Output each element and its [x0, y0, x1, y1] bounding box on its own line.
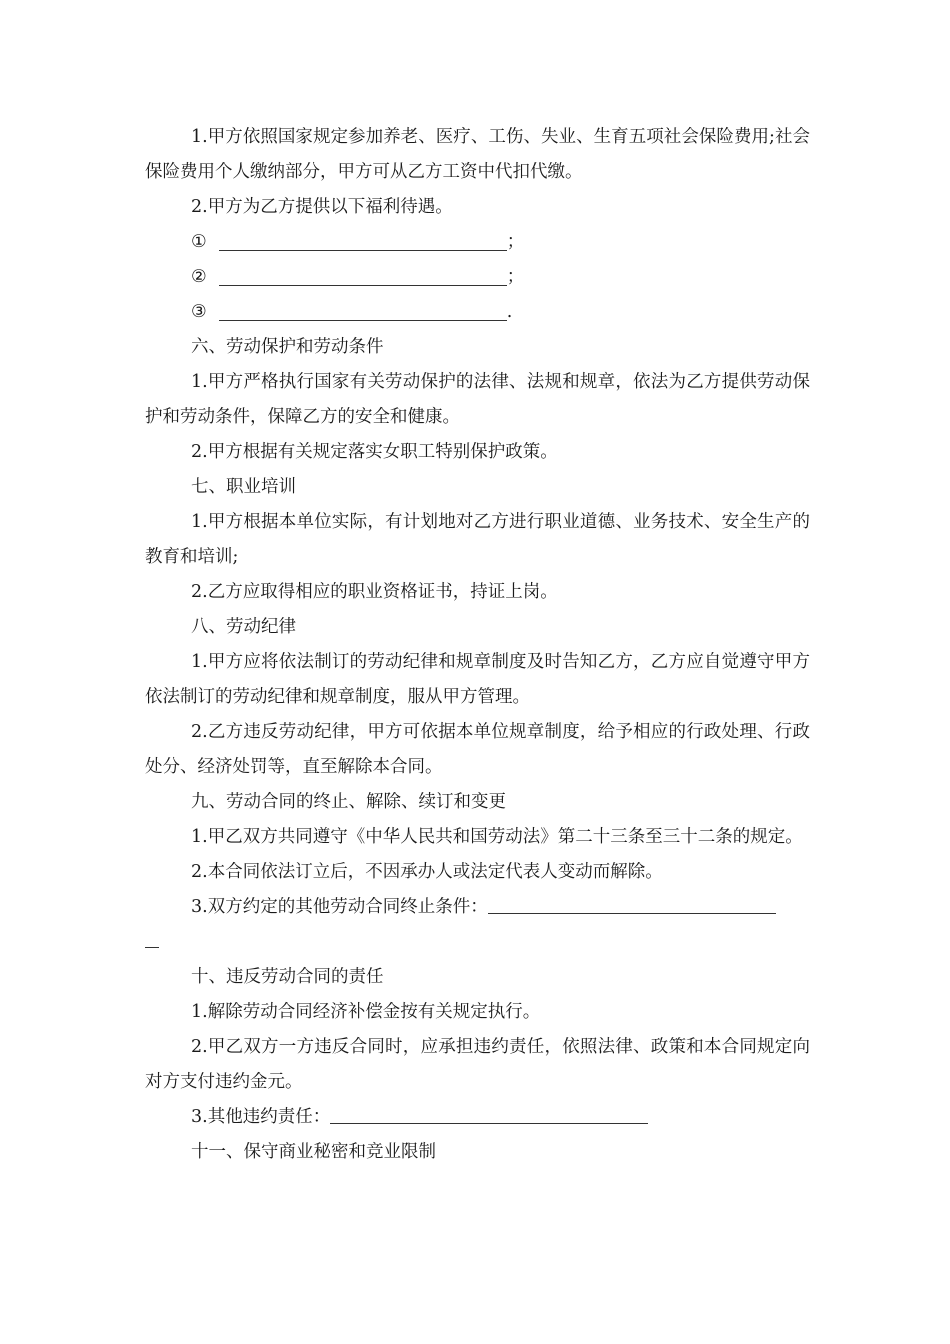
benefit-blank-3 [145, 295, 810, 330]
benefit-end-3: . [506, 302, 513, 322]
s7-item2: 2.乙方应取得相应的职业资格证书，持证上岗。 [191, 582, 558, 602]
benefit-blank-1 [145, 225, 810, 260]
s5-item1: 1.甲方依照国家规定参加养老、医疗、工伤、失业、生育五项社会保险费用;社会保险费用个人缴纳部分，甲方可从乙方工资中代扣代缴。 [145, 127, 810, 182]
s10-heading: 十、违反劳动合同的责任 [191, 967, 384, 987]
s8-item2: 2.乙方违反劳动纪律，甲方可依据本单位规章制度，给予相应的行政处理、行政处分、经济处罚等，直至解除本合同。 [145, 722, 810, 777]
s5-item2: 2.甲方为乙方提供以下福利待遇。 [191, 197, 453, 217]
s7-heading: 七、职业培训 [191, 477, 296, 497]
s9-item3-text: 3.双方约定的其他劳动合同终止条件： [191, 897, 488, 917]
s11-heading: 十一、保守商业秘密和竞业限制 [191, 1142, 436, 1162]
benefit-marker-2: ② [191, 267, 207, 287]
benefit-end-2: ； [506, 267, 525, 287]
s8-heading: 八、劳动纪律 [191, 617, 296, 637]
s9-item3 [145, 890, 810, 925]
s8-item1: 1.甲方应将依法制订的劳动纪律和规章制度及时告知乙方，乙方应自觉遵守甲方依法制订的劳动纪律和规章制度，服从甲方管理。 [145, 652, 810, 707]
s7-item1: 1.甲方根据本单位实际，有计划地对乙方进行职业道德、业务技术、安全生产的教育和培训; [145, 512, 810, 567]
other-liability-fill-line [330, 1122, 648, 1124]
s10-item1: 1.解除劳动合同经济补偿金按有关规定执行。 [191, 1002, 541, 1022]
benefit-end-1: ； [506, 232, 525, 252]
benefit-marker-3: ③ [191, 302, 207, 322]
benefit-fill-line-3 [219, 320, 507, 321]
benefit-fill-line-2 [219, 285, 507, 286]
s10-item2: 2.甲乙双方一方违反合同时，应承担违约责任，依照法律、政策和本合同规定向对方支付违约金元。 [145, 1037, 810, 1092]
contract-page [145, 120, 810, 1170]
benefit-fill-line-1 [219, 250, 507, 251]
s10-item3 [145, 1100, 810, 1135]
s9-item1: 1.甲乙双方共同遵守《中华人民共和国劳动法》第二十三条至三十二条的规定。 [191, 827, 803, 847]
s6-item2: 2.甲方根据有关规定落实女职工特别保护政策。 [191, 442, 558, 462]
benefit-marker-1: ① [191, 232, 207, 252]
s9-heading: 九、劳动合同的终止、解除、续订和变更 [191, 792, 506, 812]
benefit-blank-2 [145, 260, 810, 295]
s6-item1: 1.甲方严格执行国家有关劳动保护的法律、法规和规章，依法为乙方提供劳动保护和劳动条件，保障乙方的安全和健康。 [145, 372, 810, 427]
termination-fill-line [488, 912, 776, 914]
s9-item2: 2.本合同依法订立后，不因承办人或法定代表人变动而解除。 [191, 862, 663, 882]
s6-heading: 六、劳动保护和劳动条件 [191, 337, 384, 357]
s10-item3-text: 3.其他违约责任： [191, 1107, 331, 1127]
termination-fill-line-continued [145, 947, 159, 948]
